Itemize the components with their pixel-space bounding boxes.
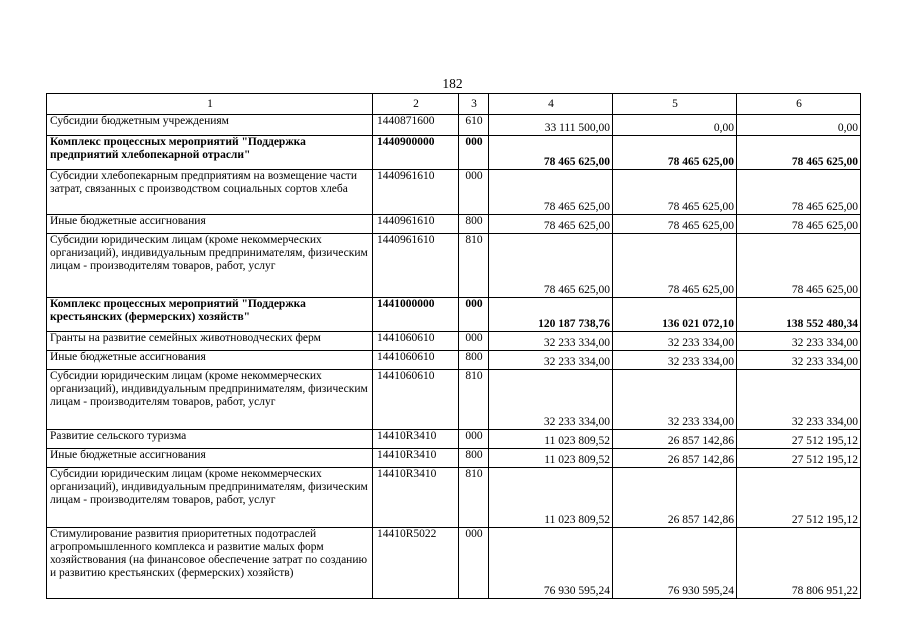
row-code: 14410R5022 (373, 528, 459, 599)
row-value-6: 138 552 480,34 (737, 298, 861, 332)
row-value-5: 32 233 334,00 (613, 332, 737, 351)
row-code: 1440961610 (373, 234, 459, 298)
row-value-4: 32 233 334,00 (489, 370, 613, 430)
row-value-5: 78 465 625,00 (613, 170, 737, 215)
row-value-5: 26 857 142,86 (613, 468, 737, 528)
row-value-4: 76 930 595,24 (489, 528, 613, 599)
row-value-5: 0,00 (613, 115, 737, 136)
row-kind: 800 (459, 215, 489, 234)
row-value-6: 78 465 625,00 (737, 136, 861, 170)
row-kind: 000 (459, 528, 489, 599)
row-name: Субсидии юридическим лицам (кроме некоммерческих организаций), индивидуальным предпринимателям, физическим лицам - производителям товаров, работ, услуг (47, 468, 373, 528)
row-code: 1441060610 (373, 351, 459, 370)
row-code: 1440871600 (373, 115, 459, 136)
table-row (47, 136, 861, 170)
row-value-6: 32 233 334,00 (737, 332, 861, 351)
row-kind: 000 (459, 430, 489, 449)
table-row (47, 430, 861, 449)
row-value-5: 26 857 142,86 (613, 449, 737, 468)
row-value-4: 78 465 625,00 (489, 136, 613, 170)
row-kind: 000 (459, 136, 489, 170)
row-code: 1440961610 (373, 170, 459, 215)
row-code: 1441060610 (373, 332, 459, 351)
header-cell: 2 (373, 94, 459, 115)
page-number: 182 (442, 76, 463, 91)
row-name: Комплекс процессных мероприятий "Поддержка крестьянских (фермерских) хозяйств" (47, 298, 373, 332)
table-row (47, 370, 861, 430)
table-row (47, 234, 861, 298)
row-value-4: 33 111 500,00 (489, 115, 613, 136)
budget-table (46, 93, 861, 599)
row-value-4: 32 233 334,00 (489, 351, 613, 370)
row-value-4: 78 465 625,00 (489, 170, 613, 215)
row-value-4: 120 187 738,76 (489, 298, 613, 332)
table-row (47, 298, 861, 332)
row-value-6: 0,00 (737, 115, 861, 136)
row-value-5: 78 465 625,00 (613, 234, 737, 298)
row-value-4: 11 023 809,52 (489, 449, 613, 468)
row-kind: 000 (459, 170, 489, 215)
row-code: 1441060610 (373, 370, 459, 430)
row-value-6: 78 806 951,22 (737, 528, 861, 599)
row-name: Иные бюджетные ассигнования (47, 449, 373, 468)
header-cell: 1 (47, 94, 373, 115)
header-cell: 6 (737, 94, 861, 115)
table-row (47, 215, 861, 234)
row-kind: 810 (459, 234, 489, 298)
row-value-5: 26 857 142,86 (613, 430, 737, 449)
table-row (47, 351, 861, 370)
table-header-row (47, 94, 861, 115)
row-name: Субсидии бюджетным учреждениям (47, 115, 373, 136)
row-code: 1440961610 (373, 215, 459, 234)
table-row (47, 170, 861, 215)
row-value-5: 32 233 334,00 (613, 351, 737, 370)
row-value-6: 78 465 625,00 (737, 234, 861, 298)
row-name: Иные бюджетные ассигнования (47, 351, 373, 370)
header-cell: 3 (459, 94, 489, 115)
row-name: Субсидии хлебопекарным предприятиям на возмещение части затрат, связанных с производством социальных сортов хлеба (47, 170, 373, 215)
row-value-4: 78 465 625,00 (489, 215, 613, 234)
row-value-5: 32 233 334,00 (613, 370, 737, 430)
row-value-6: 78 465 625,00 (737, 170, 861, 215)
row-value-5: 76 930 595,24 (613, 528, 737, 599)
table-row (47, 449, 861, 468)
row-code: 14410R3410 (373, 430, 459, 449)
row-value-5: 78 465 625,00 (613, 136, 737, 170)
row-value-5: 78 465 625,00 (613, 215, 737, 234)
row-name: Субсидии юридическим лицам (кроме некоммерческих организаций), индивидуальным предпринимателям, физическим лицам - производителям товаров, работ, услуг (47, 234, 373, 298)
row-code: 14410R3410 (373, 449, 459, 468)
table-row (47, 115, 861, 136)
table-row (47, 468, 861, 528)
row-value-6: 32 233 334,00 (737, 370, 861, 430)
row-value-4: 11 023 809,52 (489, 430, 613, 449)
row-name: Развитие сельского туризма (47, 430, 373, 449)
row-name: Стимулирование развития приоритетных подотраслей агропромышленного комплекса и развитие малых форм хозяйствования (на финансовое обеспечение затрат по созданию и развитию крестьянских (фермерских) хозяйств) (47, 528, 373, 599)
row-value-4: 32 233 334,00 (489, 332, 613, 351)
row-value-4: 11 023 809,52 (489, 468, 613, 528)
table-row (47, 528, 861, 599)
row-kind: 800 (459, 449, 489, 468)
row-name: Субсидии юридическим лицам (кроме некоммерческих организаций), индивидуальным предпринимателям, физическим лицам - производителям товаров, работ, услуг (47, 370, 373, 430)
row-code: 14410R3410 (373, 468, 459, 528)
table-row (47, 332, 861, 351)
row-name: Комплекс процессных мероприятий "Поддержка предприятий хлебопекарной отрасли" (47, 136, 373, 170)
row-kind: 810 (459, 468, 489, 528)
row-kind: 610 (459, 115, 489, 136)
row-value-6: 27 512 195,12 (737, 468, 861, 528)
row-value-6: 27 512 195,12 (737, 449, 861, 468)
header-cell: 5 (613, 94, 737, 115)
row-value-4: 78 465 625,00 (489, 234, 613, 298)
row-value-6: 32 233 334,00 (737, 351, 861, 370)
row-kind: 000 (459, 298, 489, 332)
row-kind: 810 (459, 370, 489, 430)
row-code: 1440900000 (373, 136, 459, 170)
row-value-5: 136 021 072,10 (613, 298, 737, 332)
row-name: Иные бюджетные ассигнования (47, 215, 373, 234)
row-kind: 800 (459, 351, 489, 370)
header-cell: 4 (489, 94, 613, 115)
row-value-6: 78 465 625,00 (737, 215, 861, 234)
row-kind: 000 (459, 332, 489, 351)
row-value-6: 27 512 195,12 (737, 430, 861, 449)
row-code: 1441000000 (373, 298, 459, 332)
row-name: Гранты на развитие семейных животноводческих ферм (47, 332, 373, 351)
